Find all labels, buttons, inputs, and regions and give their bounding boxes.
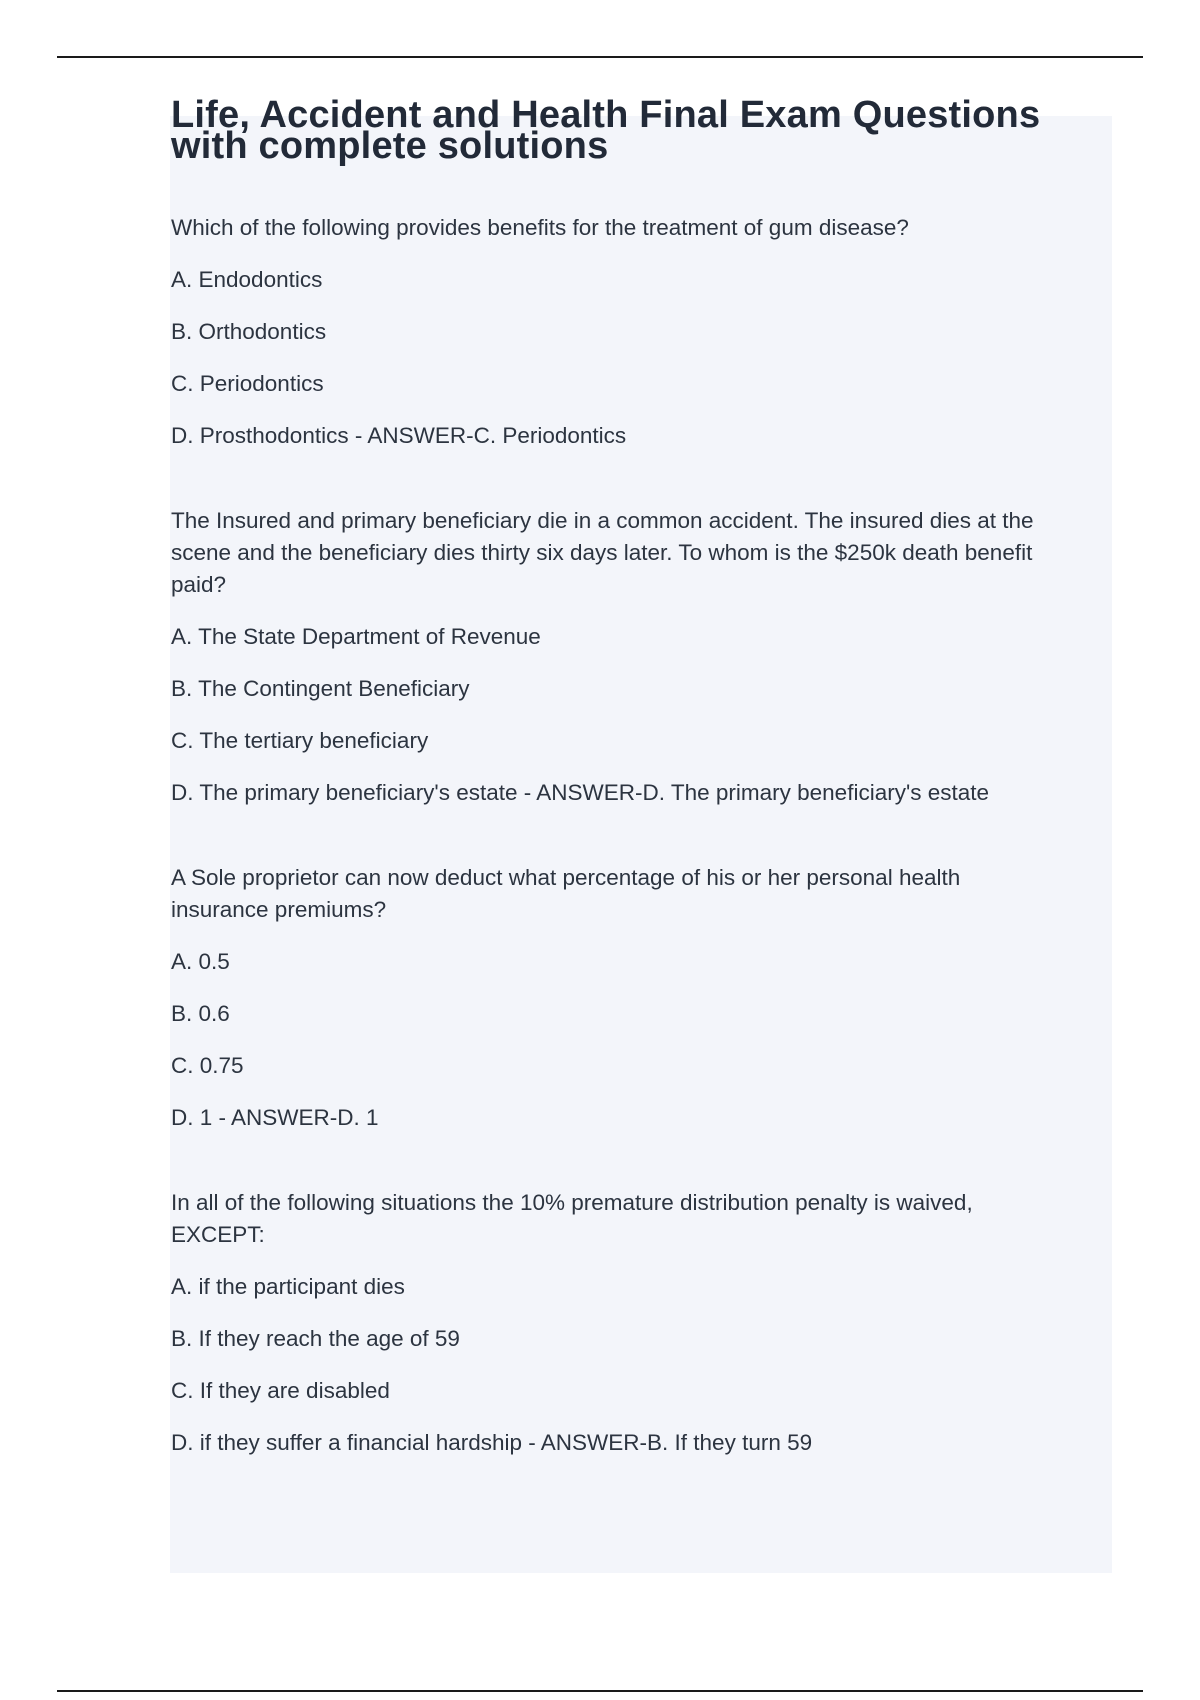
option-c: C. Periodontics (171, 371, 324, 396)
top-divider (57, 56, 1143, 58)
question-text-line-2: scene and the beneficiary dies thirty six days later. To whom is the $250k death benefit (171, 540, 1033, 565)
document-title (171, 94, 1111, 167)
option-b: B. Orthodontics (171, 319, 327, 344)
option-a: A. 0.5 (171, 949, 230, 974)
option-c: C. The tertiary beneficiary (171, 728, 429, 753)
option-a: A. Endodontics (171, 267, 323, 292)
question-1 (171, 212, 1111, 452)
option-d-answer: D. 1 - ANSWER-D. 1 (171, 1105, 379, 1130)
question-2 (171, 505, 1111, 809)
option-b: B. The Contingent Beneficiary (171, 676, 470, 701)
question-text-line-1: In all of the following situations the 10% premature distribution penalty is waived, (171, 1190, 973, 1215)
option-d-answer: D. Prosthodontics - ANSWER-C. Periodontics (171, 423, 627, 448)
question-text: Which of the following provides benefits for the treatment of gum disease? (171, 215, 909, 240)
option-d-answer: D. if they suffer a financial hardship - ANSWER-B. If they turn 59 (171, 1430, 813, 1455)
option-c: C. 0.75 (171, 1053, 244, 1078)
question-3 (171, 862, 1111, 1134)
option-b: B. 0.6 (171, 1001, 230, 1026)
question-text-line-2: EXCEPT: (171, 1222, 265, 1247)
bottom-divider (57, 1690, 1143, 1692)
question-text-line-3: paid? (171, 572, 227, 597)
option-b: B. If they reach the age of 59 (171, 1326, 460, 1351)
question-4 (171, 1187, 1111, 1459)
option-a: A. if the participant dies (171, 1274, 405, 1299)
question-text (171, 862, 1111, 926)
question-text (171, 1187, 1111, 1251)
question-text (171, 505, 1111, 601)
question-text-line-1: A Sole proprietor can now deduct what percentage of his or her personal health (171, 865, 961, 890)
document-body (171, 94, 1111, 1459)
title-line-1: Life, Accident and Health Final Exam Questions (171, 94, 1041, 136)
title-line-2: with complete solutions (171, 125, 609, 167)
option-c: C. If they are disabled (171, 1378, 390, 1403)
option-a: A. The State Department of Revenue (171, 624, 541, 649)
question-text-line-2: insurance premiums? (171, 897, 387, 922)
option-d-answer: D. The primary beneficiary's estate - ANSWER-D. The primary beneficiary's estate (171, 780, 990, 805)
question-text-line-1: The Insured and primary beneficiary die in a common accident. The insured dies at the (171, 508, 1034, 533)
